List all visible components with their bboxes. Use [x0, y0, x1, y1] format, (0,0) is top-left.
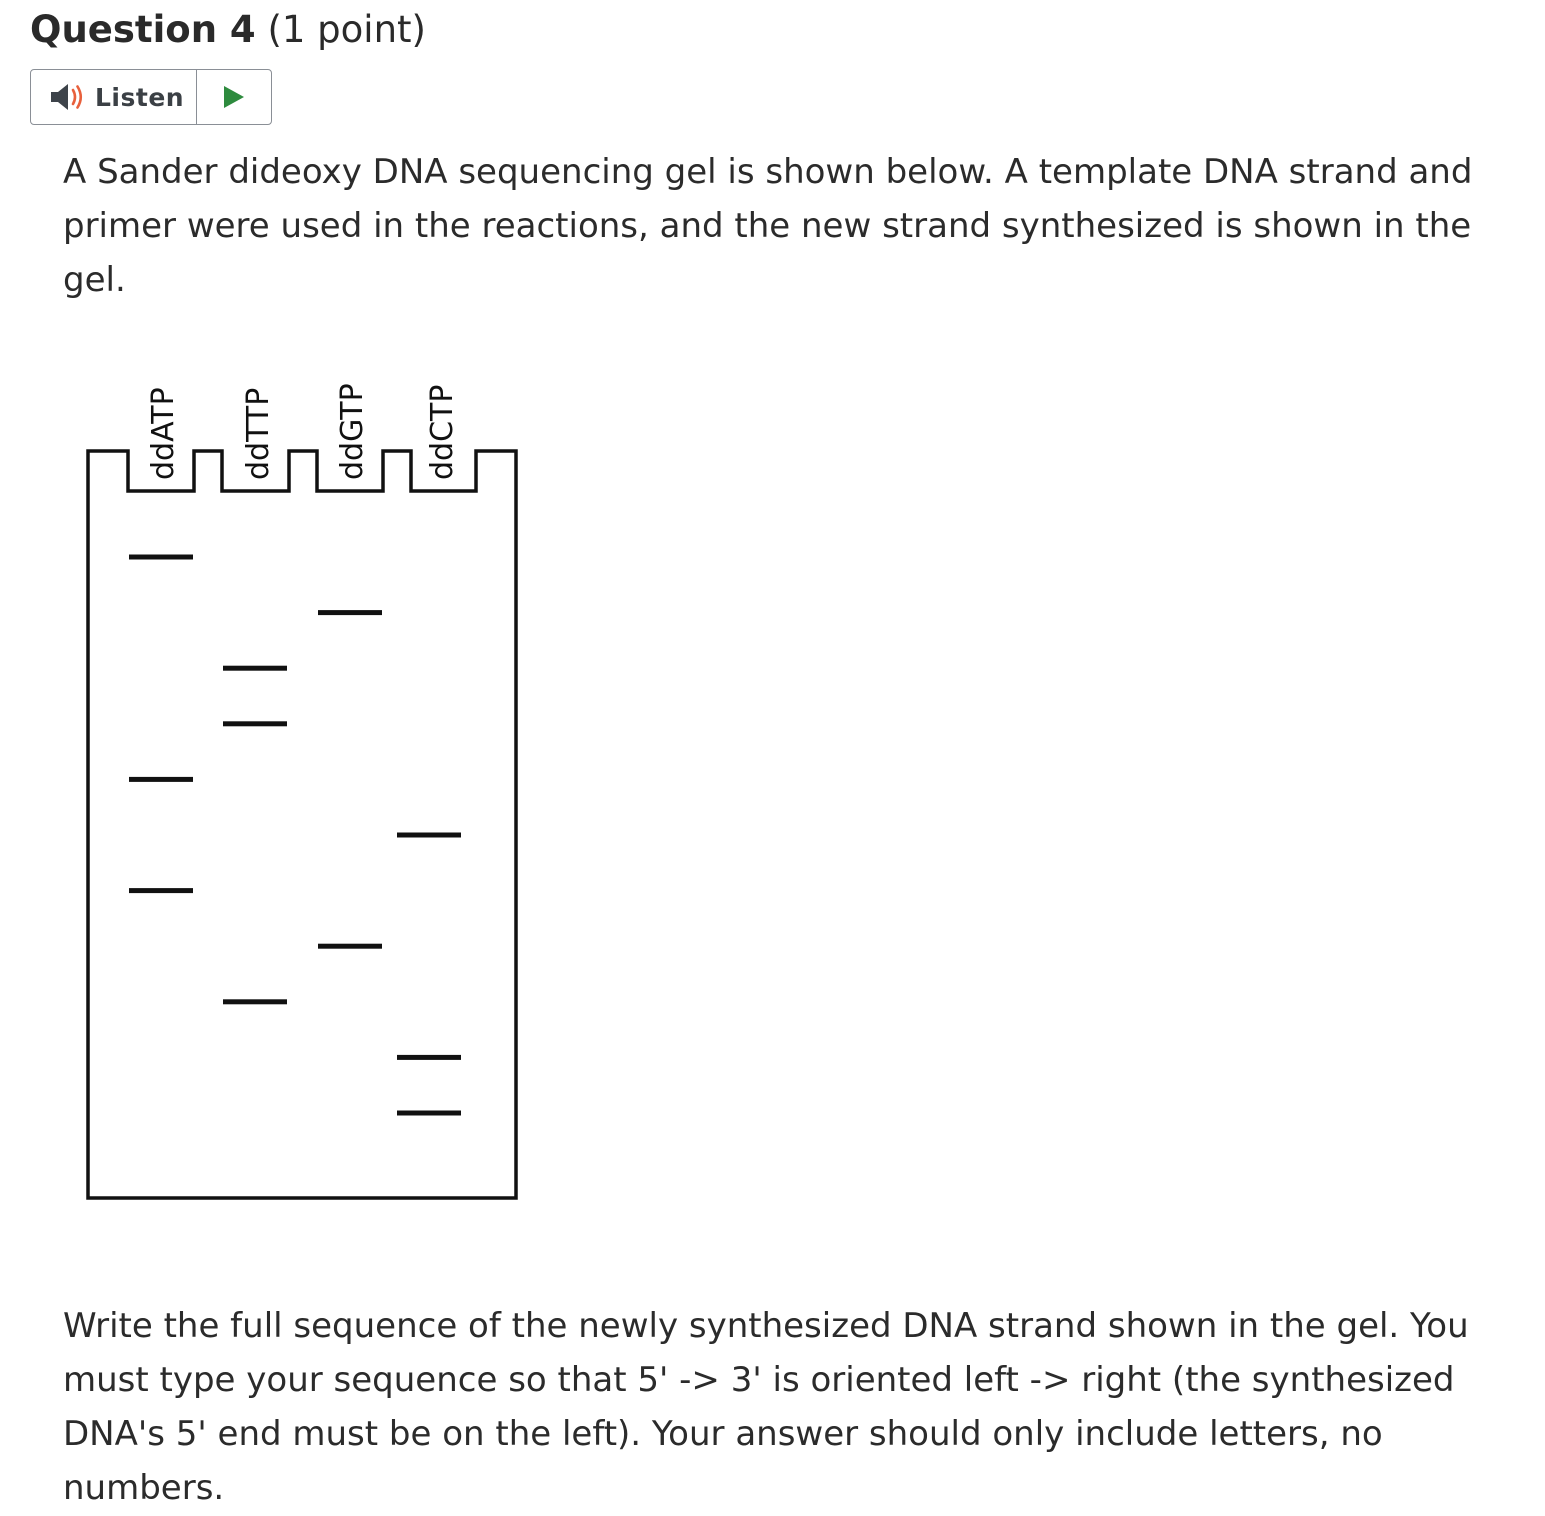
- question-title: [30, 6, 426, 54]
- question-paragraph: Write the full sequence of the newly synthesized DNA strand shown in the gel. You must type your sequence so that 5' -> 3' is oriented left -> right (the synthesized DNA's 5' end must be on the left). Your answer should only include letters, no numbers.: [63, 1306, 1469, 1508]
- lane-label-ddttp: ddTTP: [241, 387, 276, 480]
- listen-widget: [30, 69, 272, 125]
- gel-band: [397, 833, 461, 838]
- gel-band: [129, 777, 193, 782]
- sequencing-gel-figure: [80, 360, 530, 1210]
- gel-band: [223, 666, 287, 671]
- lane-label-ddctp: ddCTP: [425, 384, 460, 480]
- intro-paragraph: A Sander dideoxy DNA sequencing gel is shown below. A template DNA strand and primer were used in the reactions, and the new strand synthesized is shown in the gel.: [63, 152, 1473, 300]
- gel-band: [129, 888, 193, 893]
- gel-band: [318, 944, 382, 949]
- lane-label-ddgtp: ddGTP: [335, 383, 370, 480]
- question-points: (1 point): [267, 8, 426, 51]
- gel-band: [318, 610, 382, 615]
- play-icon: [221, 83, 247, 111]
- speaker-icon: [49, 80, 89, 114]
- play-button[interactable]: [197, 70, 271, 124]
- gel-band: [129, 555, 193, 560]
- gel-outline: [88, 451, 516, 1198]
- question-label: Question 4: [30, 8, 256, 51]
- lane-label-ddatp: ddATP: [146, 387, 181, 480]
- gel-band: [397, 1111, 461, 1116]
- gel-band: [397, 1055, 461, 1060]
- listen-label: Listen: [95, 82, 185, 112]
- gel-band: [223, 721, 287, 726]
- listen-button[interactable]: [31, 70, 197, 124]
- gel-band: [223, 999, 287, 1004]
